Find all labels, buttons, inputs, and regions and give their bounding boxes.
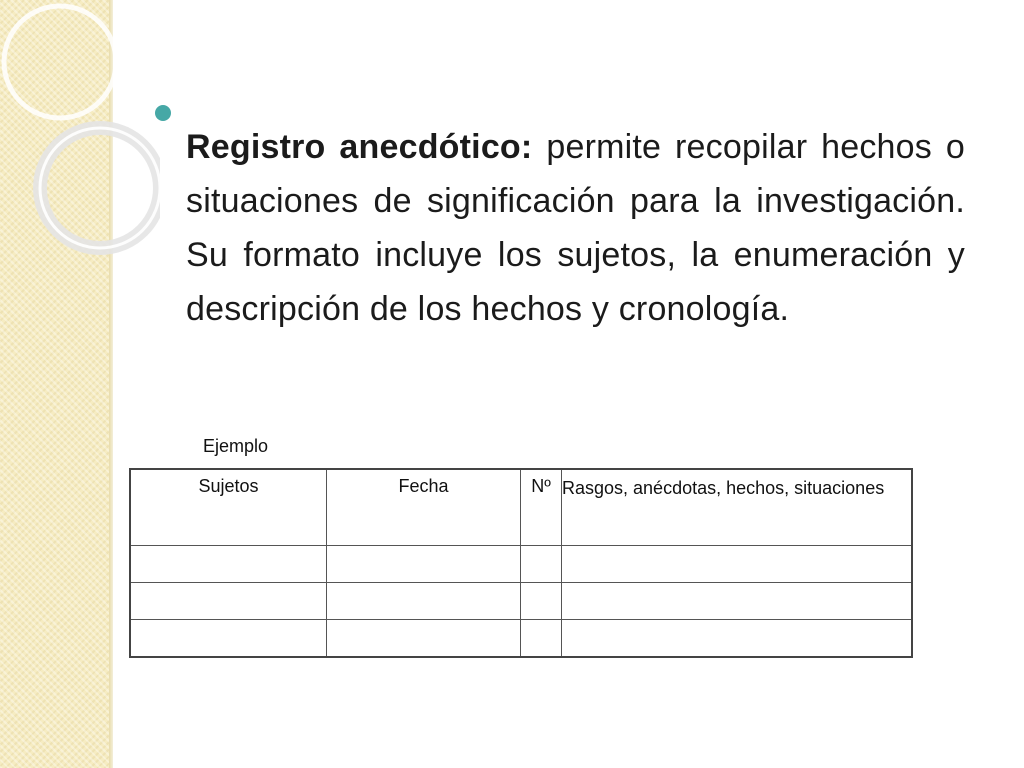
table-cell [562, 582, 913, 619]
table-cell [521, 619, 562, 657]
header-fecha: Fecha [327, 469, 521, 545]
bullet-point [155, 86, 965, 370]
bullet-paragraph [186, 120, 965, 336]
table-row [130, 619, 912, 657]
table-cell [130, 619, 327, 657]
header-rasgos: Rasgos, anécdotas, hechos, situaciones [562, 469, 913, 545]
table-cell [562, 545, 913, 582]
table-cell [562, 619, 913, 657]
table-cell [327, 619, 521, 657]
table-row [130, 582, 912, 619]
header-numero: Nº [521, 469, 562, 545]
anecdotal-record-table [129, 468, 913, 658]
table-cell [521, 582, 562, 619]
side-band-edge [109, 0, 113, 768]
example-label: Ejemplo [203, 436, 269, 456]
table-cell [130, 545, 327, 582]
header-sujetos: Sujetos [130, 469, 327, 545]
table-cell [130, 582, 327, 619]
term-label: Registro anecdótico: [186, 128, 533, 166]
table-cell [521, 545, 562, 582]
bullet-dot-icon [155, 105, 171, 121]
decorative-side-band [0, 0, 113, 768]
table-cell [327, 582, 521, 619]
definition-text: permite recopilar hechos o situaciones de significación para la investigación. Su formato incluye los sujetos, la enumeración y descripción de los hechos y cronología. [186, 128, 965, 328]
table-header-row [130, 469, 912, 545]
table-cell [327, 545, 521, 582]
table-row [130, 545, 912, 582]
